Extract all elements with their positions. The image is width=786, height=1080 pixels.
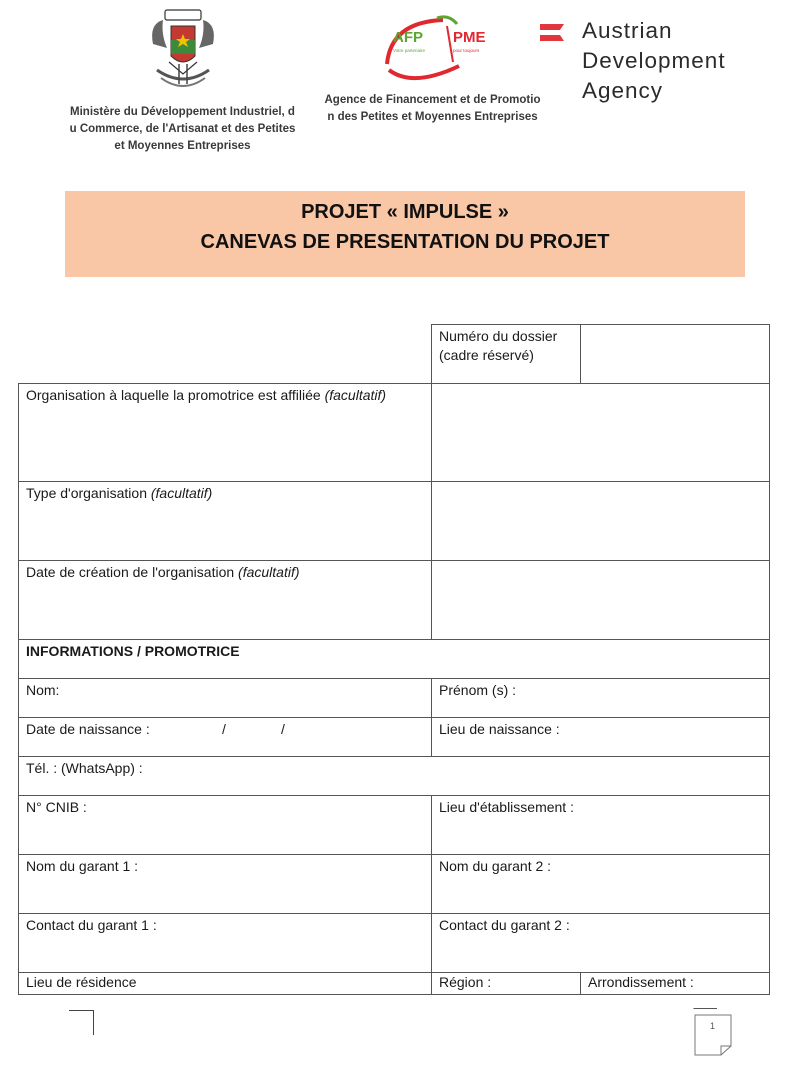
residence-label: Lieu de résidence <box>26 974 137 990</box>
organisation-label: Organisation à laquelle la promotrice est affiliée <box>26 387 325 403</box>
ada-line-1: Austrian <box>582 18 673 43</box>
date-separator-2: / <box>281 721 285 737</box>
garant2-contact-field[interactable] <box>432 914 770 973</box>
garant1-contact-label: Contact du garant 1 : <box>26 917 157 933</box>
nom-field[interactable] <box>19 679 432 718</box>
date-creation-label: Date de création de l'organisation <box>26 564 239 580</box>
cnib-field[interactable] <box>19 796 432 855</box>
type-optional: (facultatif) <box>150 485 213 501</box>
empty-corner-cell <box>19 325 432 384</box>
coat-of-arms-icon <box>143 4 223 96</box>
region-field[interactable] <box>432 973 581 995</box>
page-corner-mark <box>69 1010 94 1035</box>
afp-caption-line-1: Agence de Financement et de Promotio <box>324 94 541 106</box>
dossier-label: Numéro du dossier (cadre réservé) <box>439 328 558 363</box>
afp-pme-header <box>315 14 550 126</box>
type-field[interactable] <box>432 482 770 561</box>
tel-label: Tél. : (WhatsApp) : <box>26 760 143 776</box>
organisation-field[interactable] <box>432 384 770 482</box>
residence-field[interactable] <box>19 973 432 995</box>
ada-line-2: Development <box>582 48 726 73</box>
date-naissance-field[interactable] <box>19 718 432 757</box>
document-title-box <box>65 191 745 277</box>
afp-tagline-left: Votre partenaire <box>392 48 425 53</box>
cnib-label: N° CNIB : <box>26 799 87 815</box>
afp-tagline-right: pour toujours <box>452 48 479 53</box>
type-label-cell <box>19 482 432 561</box>
garant2-nom-label: Nom du garant 2 : <box>439 858 552 874</box>
type-label: Type d'organisation <box>26 485 151 501</box>
afp-logo-left: AFP <box>392 29 423 46</box>
arrondissement-label: Arrondissement : <box>588 974 694 990</box>
date-creation-label-cell <box>19 561 432 640</box>
lieu-etablissement-field[interactable] <box>432 796 770 855</box>
presentation-form-table <box>18 324 770 995</box>
afp-logo-right: PME <box>452 29 486 46</box>
ada-line-3: Agency <box>582 78 664 103</box>
garant2-nom-field[interactable] <box>432 855 770 914</box>
ministry-caption-line-2: u Commerce, de l'Artisanat et des Petites <box>69 123 296 135</box>
garant1-contact-field[interactable] <box>19 914 432 973</box>
title-line-1: PROJET « IMPULSE » <box>301 201 509 223</box>
afp-pme-logo-icon <box>373 14 493 82</box>
lieu-naissance-label: Lieu de naissance : <box>439 721 560 737</box>
nom-label: Nom: <box>26 682 60 698</box>
page-number: 1 <box>710 1021 716 1031</box>
page-icon <box>693 1008 733 1056</box>
afp-caption-line-2: n des Petites et Moyennes Entreprises <box>327 111 538 123</box>
tel-field[interactable] <box>19 757 770 796</box>
section-title: INFORMATIONS / PROMOTRICE <box>19 640 770 679</box>
ministry-caption-line-1: Ministère du Développement Industriel, d <box>70 106 295 118</box>
organisation-optional: (facultatif) <box>324 387 387 403</box>
dossier-value-field[interactable] <box>581 325 770 384</box>
date-creation-field[interactable] <box>432 561 770 640</box>
page-number-badge <box>693 1008 733 1056</box>
ministry-caption-line-3: et Moyennes Entreprises <box>114 140 251 152</box>
lieu-etablissement-label: Lieu d'établissement : <box>439 799 574 815</box>
prenom-field[interactable] <box>432 679 770 718</box>
date-creation-optional: (facultatif) <box>238 564 300 580</box>
austrian-flag-icon <box>538 22 568 44</box>
prenom-label: Prénom (s) : <box>439 682 517 698</box>
organisation-label-cell <box>19 384 432 482</box>
date-naissance-label: Date de naissance : <box>26 721 150 737</box>
title-line-2: CANEVAS DE PRESENTATION DU PROJET <box>200 231 610 253</box>
dossier-label-cell <box>432 325 581 384</box>
garant2-contact-label: Contact du garant 2 : <box>439 917 570 933</box>
region-label: Région : <box>439 974 492 990</box>
lieu-naissance-field[interactable] <box>432 718 770 757</box>
garant1-nom-field[interactable] <box>19 855 432 914</box>
ministry-header <box>60 4 305 155</box>
date-separator-1: / <box>222 721 226 737</box>
garant1-nom-label: Nom du garant 1 : <box>26 858 139 874</box>
arrondissement-field[interactable] <box>581 973 770 995</box>
